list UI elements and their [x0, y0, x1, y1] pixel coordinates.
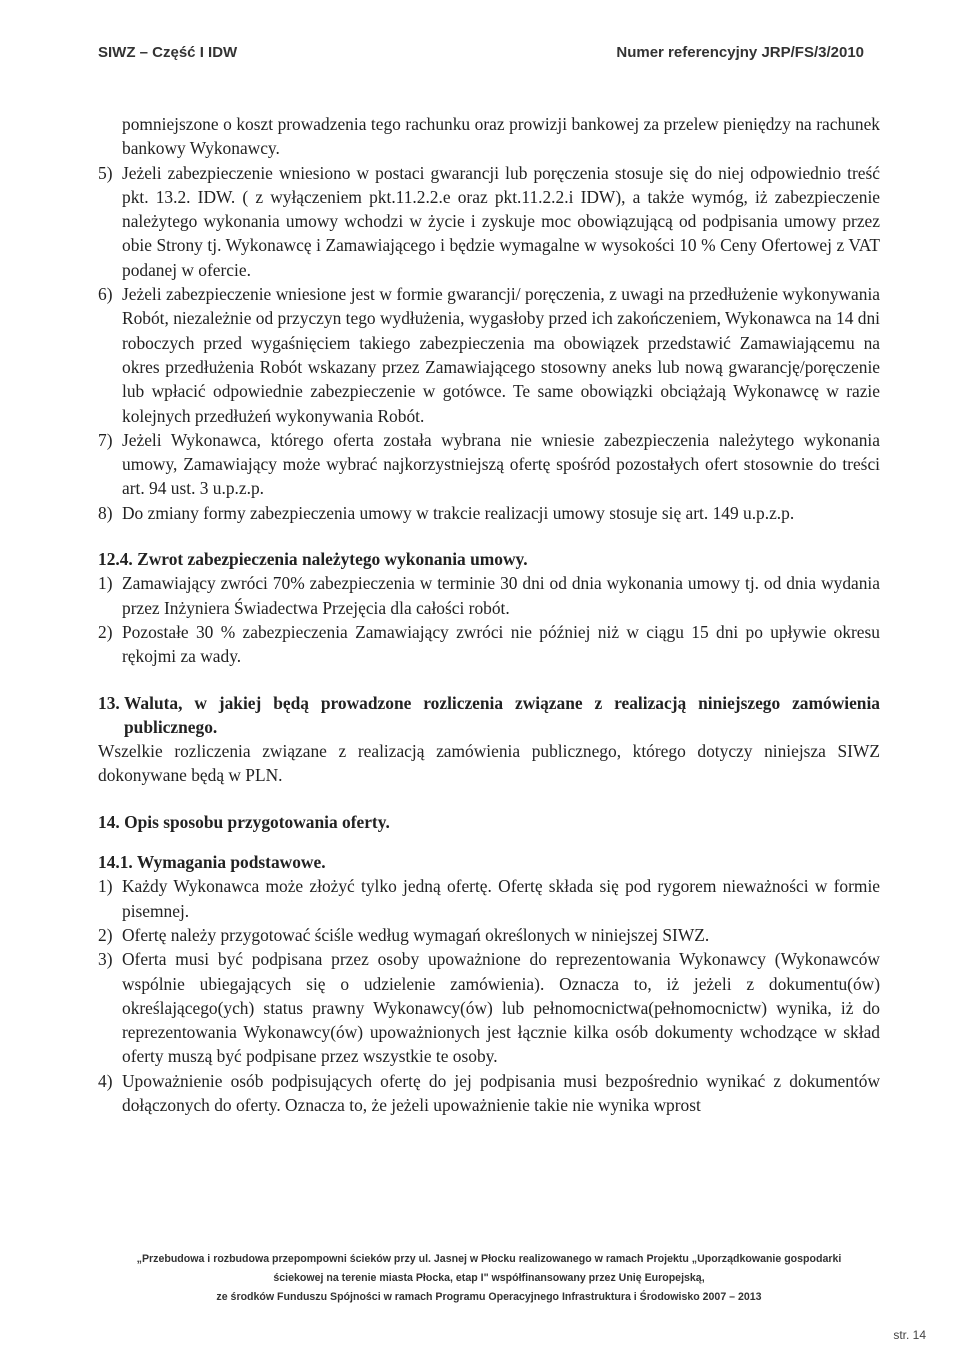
- section-heading-14-1: 14.1. Wymagania podstawowe.: [98, 852, 326, 873]
- list-item: [98, 620, 880, 669]
- section-heading-13: [98, 691, 880, 740]
- item-number: 1): [98, 876, 113, 897]
- section-number: 13.: [98, 692, 120, 713]
- list-item: [98, 161, 880, 282]
- item-number: 5): [98, 162, 113, 183]
- footer-line: ściekowej na terenie miasta Płocka, etap I" współfinansowany przez Unię Europejską,: [273, 1272, 705, 1284]
- item-number: 1): [98, 573, 113, 594]
- item-number: 3): [98, 949, 113, 970]
- item-number: 7): [98, 429, 113, 450]
- item-number: 4): [98, 1070, 113, 1091]
- list-item: [98, 874, 880, 923]
- footer-line: „Przebudowa i rozbudowa przepompowni ścieków przy ul. Jasnej w Płocku realizowanego w ramach Projektu „Uporządkowanie gospodarki: [136, 1253, 842, 1265]
- list-item: [98, 501, 880, 525]
- item-text: Każdy Wykonawca może złożyć tylko jedną ofertę. Ofertę składa się pod rygorem nieważności w formie pisemnej.: [122, 876, 880, 921]
- list-item: [98, 282, 880, 428]
- item-text: Do zmiany formy zabezpieczenia umowy w trakcie realizacji umowy stosuje się art. 149 u.p.z.p.: [122, 502, 795, 523]
- section-heading-12-4: 12.4. Zwrot zabezpieczenia należytego wykonania umowy.: [98, 549, 528, 570]
- item-text: Oferta musi być podpisana przez osoby upoważnione do reprezentowania Wykonawcy (Wykonawców wspólnie ubiegających się o udzielenie zamówienia). Oznacza to, iż jeżeli z dokumentu(ów) określającego(ych) status prawny Wykonawcy(ów) lub pełnomocnictwa(pełnomocnictw) wynika, iż do reprezentowania Wykonawcy(ów) upoważnionych jest łącznie kilka osób dokumenty wchodzące w skład oferty muszą być podpisane przez wszystkie te osoby.: [122, 949, 880, 1067]
- list-item: [98, 428, 880, 501]
- item-number: 6): [98, 284, 113, 305]
- list-item: [98, 947, 880, 1068]
- list-item: [98, 923, 880, 947]
- item-text: Upoważnienie osób podpisujących ofertę do jej podpisania musi bezpośrednio wynikać z dokumentów dołączonych do oferty. Oznacza to, że jeżeli upoważnienie takie nie wynika wprost: [122, 1070, 880, 1115]
- page-footer: [98, 1250, 880, 1307]
- section-title: Waluta, w jakiej będą prowadzone rozliczenia związane z realizacją niniejszego zamówienia publicznego.: [124, 692, 880, 737]
- item-text: Jeżeli zabezpieczenie wniesiono w postaci gwarancji lub poręczenia stosuje się do niej odpowiednio treść pkt. 13.2. IDW. ( z wyłączeniem pkt.11.2.2.e oraz pkt.11.2.2.i IDW), a także wymóg, iż zabezpieczenie należytego wykonania umowy wchodzi w życie i zyskuje moc obowiązującą od podpisania umowy przez obie Strony tj. Wykonawcę i Zamawiającego i będzie wymagalne w wysokości 10 % Ceny Ofertowej z VAT podanej w ofercie.: [122, 162, 880, 280]
- item-number: 8): [98, 502, 113, 523]
- header-reference-number: Numer referencyjny JRP/FS/3/2010: [616, 44, 864, 61]
- section-13-paragraph: Wszelkie rozliczenia związane z realizacją zamówienia publicznego, którego dotyczy niniejsza SIWZ dokonywane będą w PLN.: [98, 741, 880, 786]
- item-text: Ofertę należy przygotować ściśle według wymagań określonych w niniejszej SIWZ.: [122, 924, 710, 945]
- section-heading-14: 14. Opis sposobu przygotowania oferty.: [98, 811, 390, 832]
- item-number: 2): [98, 621, 113, 642]
- list-security-rules: [98, 161, 880, 525]
- paragraph-continuation: pomniejszone o koszt prowadzenia tego rachunku oraz prowizji bankowej za przelew pieniędzy na rachunek bankowy Wykonawcy.: [122, 114, 880, 159]
- item-text: Zamawiający zwróci 70% zabezpieczenia w terminie 30 dni od dnia wykonania umowy tj. od dnia wydania przez Inżyniera Świadectwa Przejęcia dla całości robót.: [122, 573, 880, 618]
- item-number: 2): [98, 924, 113, 945]
- item-text: Pozostałe 30 % zabezpieczenia Zamawiający zwróci nie później niż w ciągu 15 dni po upływie okresu rękojmi za wady.: [122, 621, 880, 667]
- item-text: Jeżeli Wykonawca, którego oferta została wybrana nie wniesie zabezpieczenia należytego wykonania umowy, Zamawiający może wybrać najkorzystniejszą ofertę spośród pozostałych ofert stosownie do treści art. 94 ust. 3 u.p.z.p.: [122, 429, 880, 499]
- document-body: [98, 112, 880, 1117]
- list-item: [98, 571, 880, 620]
- item-text: Jeżeli zabezpieczenie wniesione jest w formie gwarancji/ poręczenia, z uwagi na przedłużenie wykonywania Robót, niezależnie od przyczyn tego wydłużenia, wygasłoby przed ich zakończeniem, Wykonawca na 14 dni roboczych przed wygaśnięciem takiego zabezpieczenia ma obowiązek przedstawić Zamawiającemu na okres przedłużenia Robót wskazany przez Zamawiającego stosowny aneks lub nową gwarancję/poręczenie lub wpłacić odpowiednie zabezpieczenie w gotówce. Te same obowiązki obciążają Wykonawcę w razie kolejnych przedłużeń wykonywania Robót.: [122, 284, 880, 426]
- list-item: [98, 1069, 880, 1118]
- footer-line: ze środków Funduszu Spójności w ramach Programu Operacyjnego Infrastruktura i Środowisko 2007 – 2013: [216, 1291, 762, 1303]
- page-number: str. 14: [893, 1328, 926, 1342]
- page-header: [98, 44, 864, 74]
- header-document-title: SIWZ – Część I IDW: [98, 44, 238, 61]
